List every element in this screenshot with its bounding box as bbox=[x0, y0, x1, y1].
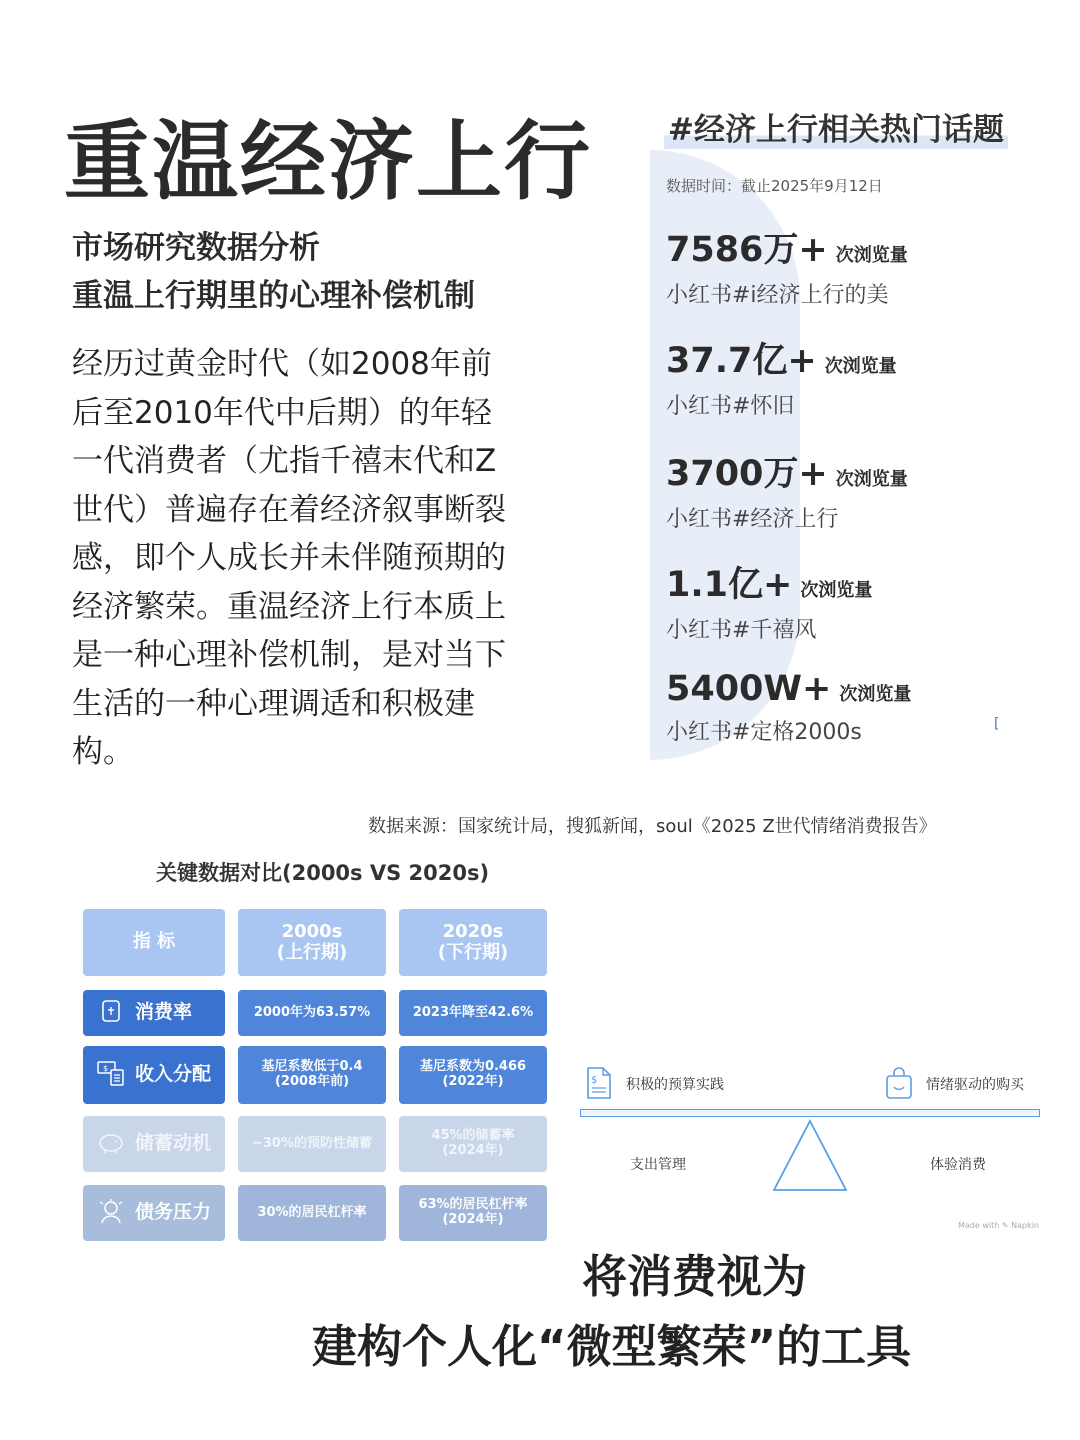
header-metric: 指 标 bbox=[83, 909, 225, 976]
cell-2000-consumption: 2000年为63.57% bbox=[238, 990, 386, 1036]
stat-unit: 次浏览量 bbox=[839, 684, 912, 705]
label-experience-consumption: 体验消费 bbox=[930, 1157, 986, 1173]
cell-2020-savings bbox=[399, 1116, 547, 1172]
label-spending-management: 支出管理 bbox=[630, 1157, 686, 1173]
cell-note: (2008年前) bbox=[274, 1074, 350, 1089]
cell-note: (2024年) bbox=[442, 1212, 504, 1227]
svg-text:$: $ bbox=[103, 1063, 109, 1073]
stat-topic: 小红书#定格2000s bbox=[666, 720, 862, 745]
stat-topic: 小红书#经济上行 bbox=[666, 507, 839, 532]
page-title: 重温经济上行 bbox=[64, 112, 592, 212]
stat-number: 7586万+ bbox=[666, 230, 828, 270]
svg-text:$: $ bbox=[591, 1075, 598, 1086]
cell-2000-income bbox=[238, 1046, 386, 1104]
stat-item bbox=[666, 333, 897, 420]
row-label-debt bbox=[83, 1185, 225, 1241]
row-label-income bbox=[83, 1046, 225, 1104]
bracket-mark: [ bbox=[994, 716, 1000, 732]
stat-topic: 小红书#i经济上行的美 bbox=[666, 283, 889, 308]
balance-fulcrum bbox=[770, 1118, 850, 1194]
stat-topic: 小红书#千禧风 bbox=[666, 618, 817, 643]
stat-topic: 小红书#怀旧 bbox=[666, 394, 795, 419]
hot-topics-title: #经济上行相关热门话题 bbox=[664, 104, 1008, 149]
stat-number: 1.1亿+ bbox=[666, 565, 793, 605]
header-2020s-year: 2020s bbox=[442, 920, 504, 942]
cell-2000-savings: ~30%的预防性储蓄 bbox=[238, 1116, 386, 1172]
stat-number: 5400W+ bbox=[666, 669, 832, 709]
cell-note: (2024年) bbox=[442, 1143, 504, 1158]
napkin-credit: Made with ✎ Napkin bbox=[958, 1221, 1039, 1230]
stat-unit: 次浏览量 bbox=[824, 356, 897, 377]
balance-beam bbox=[580, 1109, 1040, 1117]
row-label-consumption bbox=[83, 990, 225, 1036]
stat-unit: 次浏览量 bbox=[800, 580, 873, 601]
stat-unit: 次浏览量 bbox=[835, 469, 908, 490]
piggy-bank-icon bbox=[93, 1130, 129, 1159]
data-time: 数据时间：截止2025年9月12日 bbox=[666, 177, 883, 195]
header-2000s-year: 2000s bbox=[281, 920, 343, 942]
stat-number: 3700万+ bbox=[666, 454, 828, 494]
stat-item bbox=[666, 222, 908, 309]
header-2020s bbox=[399, 909, 547, 976]
header-2020s-period: (下行期) bbox=[437, 941, 509, 963]
cell-2000-debt: 30%的居民杠杆率 bbox=[238, 1185, 386, 1241]
cell-value: 45%的储蓄率 bbox=[431, 1128, 515, 1144]
stat-unit: 次浏览量 bbox=[835, 245, 908, 266]
data-source: 数据来源：国家统计局，搜狐新闻，soul《2025 Z世代情绪消费报告》 bbox=[368, 816, 937, 837]
subtitle-research: 市场研究数据分析 bbox=[72, 230, 320, 266]
table-title: 关键数据对比(2000s VS 2020s) bbox=[156, 861, 490, 885]
row-label-savings bbox=[83, 1116, 225, 1172]
row-label-text: 收入分配 bbox=[135, 1063, 212, 1086]
cell-2020-income bbox=[399, 1046, 547, 1104]
document-icon bbox=[93, 999, 129, 1028]
label-budget-practice: 积极的预算实践 bbox=[626, 1077, 724, 1093]
cell-2020-consumption: 2023年降至42.6% bbox=[399, 990, 547, 1036]
stat-number: 37.7亿+ bbox=[666, 341, 817, 381]
shopping-bag-icon bbox=[884, 1066, 914, 1104]
stressed-person-icon bbox=[93, 1198, 129, 1229]
row-label-text: 储蓄动机 bbox=[135, 1132, 212, 1155]
closing-line-2: 建构个人化“微型繁荣”的工具 bbox=[312, 1320, 912, 1373]
cell-value: 基尼系数低于0.4 bbox=[261, 1059, 363, 1075]
stat-item bbox=[666, 557, 872, 644]
budget-document-icon bbox=[586, 1066, 612, 1104]
header-2000s bbox=[238, 909, 386, 976]
header-2000s-period: (上行期) bbox=[276, 941, 348, 963]
cell-value: 63%的居民杠杆率 bbox=[418, 1197, 528, 1213]
row-label-text: 消费率 bbox=[135, 1001, 193, 1024]
row-label-text: 债务压力 bbox=[135, 1201, 212, 1224]
body-paragraph: 经历过黄金时代（如2008年前后至2010年代中后期）的年轻一代消费者（尤指千禧末代和Z世代）普遍存在着经济叙事断裂感，即个人成长并未伴随预期的经济繁荣。重温经济上行本质上是一种心理补偿机制，是对当下生活的一种心理调适和积极建构。 bbox=[72, 346, 506, 770]
closing-line-1: 将消费视为 bbox=[582, 1250, 808, 1303]
stat-item bbox=[666, 669, 911, 746]
stat-item bbox=[666, 446, 908, 533]
subtitle-mechanism: 重温上行期里的心理补偿机制 bbox=[72, 278, 475, 314]
cell-value: 基尼系数为0.466 bbox=[419, 1059, 527, 1075]
cell-note: (2022年) bbox=[442, 1074, 504, 1089]
label-emotional-purchase: 情绪驱动的购买 bbox=[926, 1077, 1024, 1093]
money-calculator-icon bbox=[93, 1059, 129, 1092]
cell-2020-debt bbox=[399, 1185, 547, 1241]
